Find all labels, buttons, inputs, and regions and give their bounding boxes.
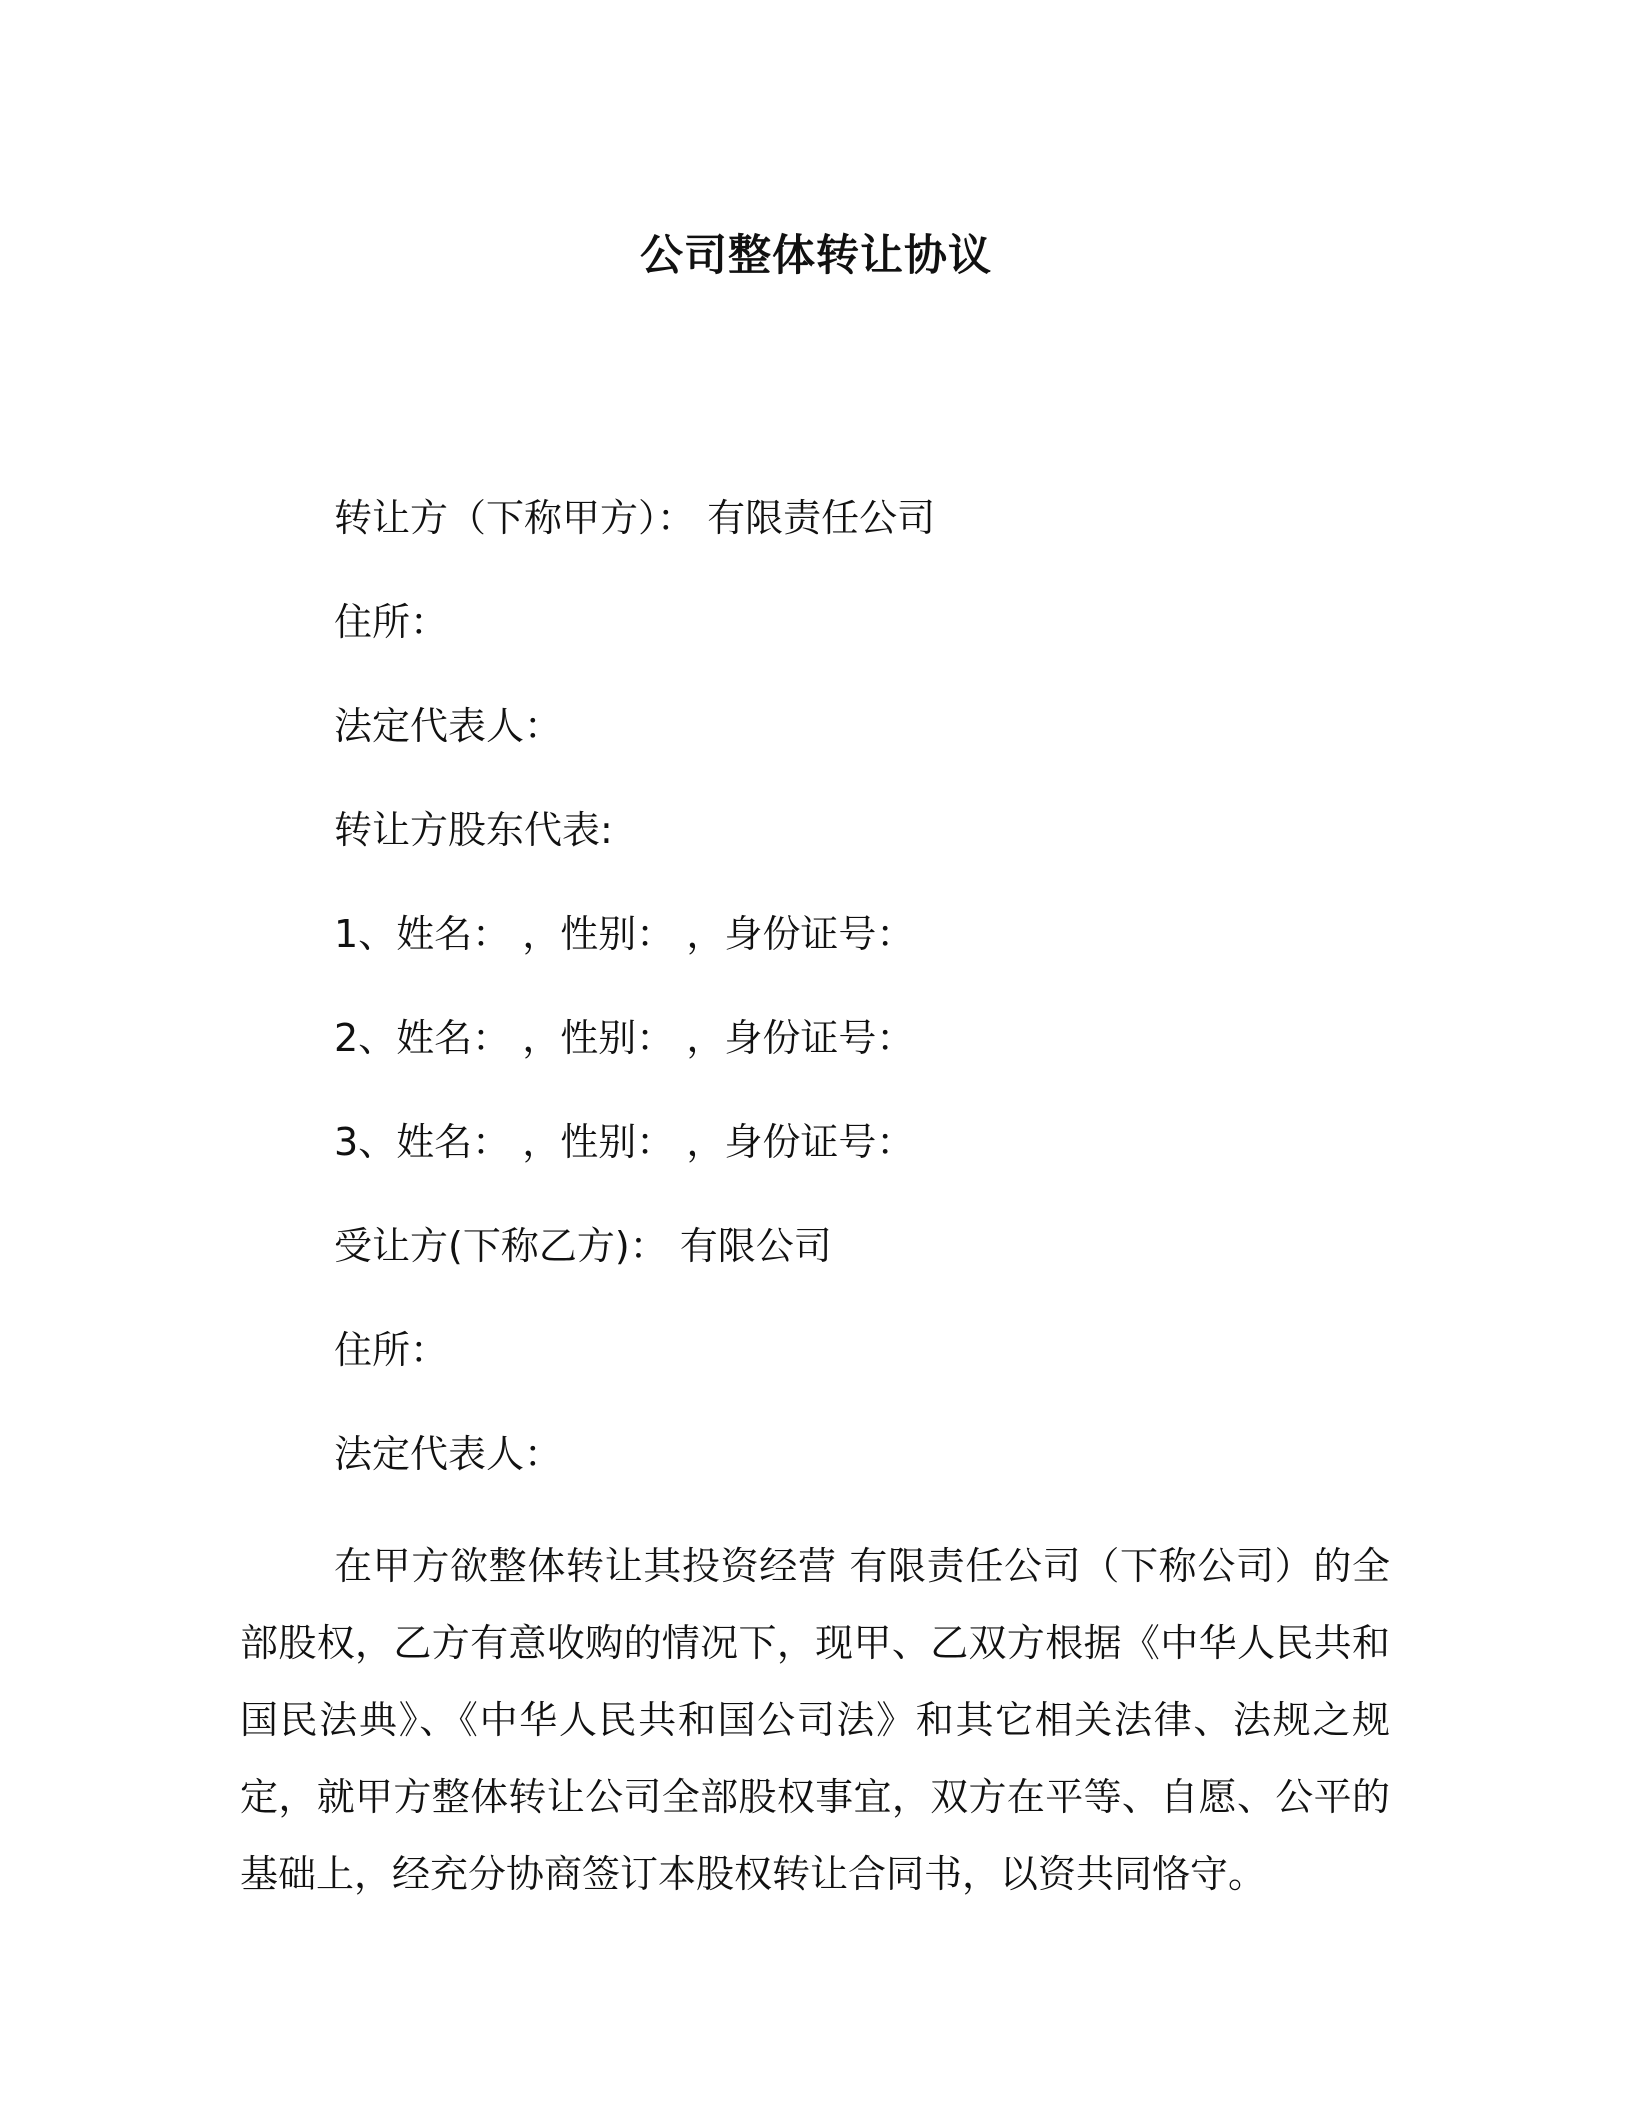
- transferor-line: 转让方（下称甲方）： 有限责任公司: [334, 496, 936, 540]
- preamble-paragraph: 在甲方欲整体转让其投资经营 有限责任公司（下称公司）的全部股权，乙方有意收购的情况下，现甲、乙双方根据《中华人民共和国民法典》、《中华人民共和国公司法》和其它相关法律、法规之规定，就甲方整体转让公司全部股权事宜，双方在平等、自愿、公平的基础上，经充分协商签订本股权转让合同书，以资共同恪守。: [240, 1544, 1390, 1896]
- transferee-address-line: 住所：: [334, 1328, 449, 1372]
- party-info-list: [334, 488, 1434, 1528]
- shareholder-rep-heading: 转让方股东代表:: [334, 808, 613, 852]
- transferor-address-line: 住所：: [334, 600, 449, 644]
- document-title: 公司整体转让协议: [640, 231, 992, 281]
- shareholder-2-line: 2、姓名： ，性别： ，身份证号：: [334, 1016, 915, 1060]
- transferee-legal-rep-line: 法定代表人：: [334, 1432, 563, 1476]
- transferee-line: 受让方(下称乙方)： 有限公司: [334, 1224, 832, 1268]
- transferor-legal-rep-line: 法定代表人：: [334, 704, 563, 748]
- shareholder-1-line: 1、姓名： ，性别： ，身份证号：: [334, 912, 915, 956]
- shareholder-3-line: 3、姓名： ，性别： ，身份证号：: [334, 1120, 915, 1164]
